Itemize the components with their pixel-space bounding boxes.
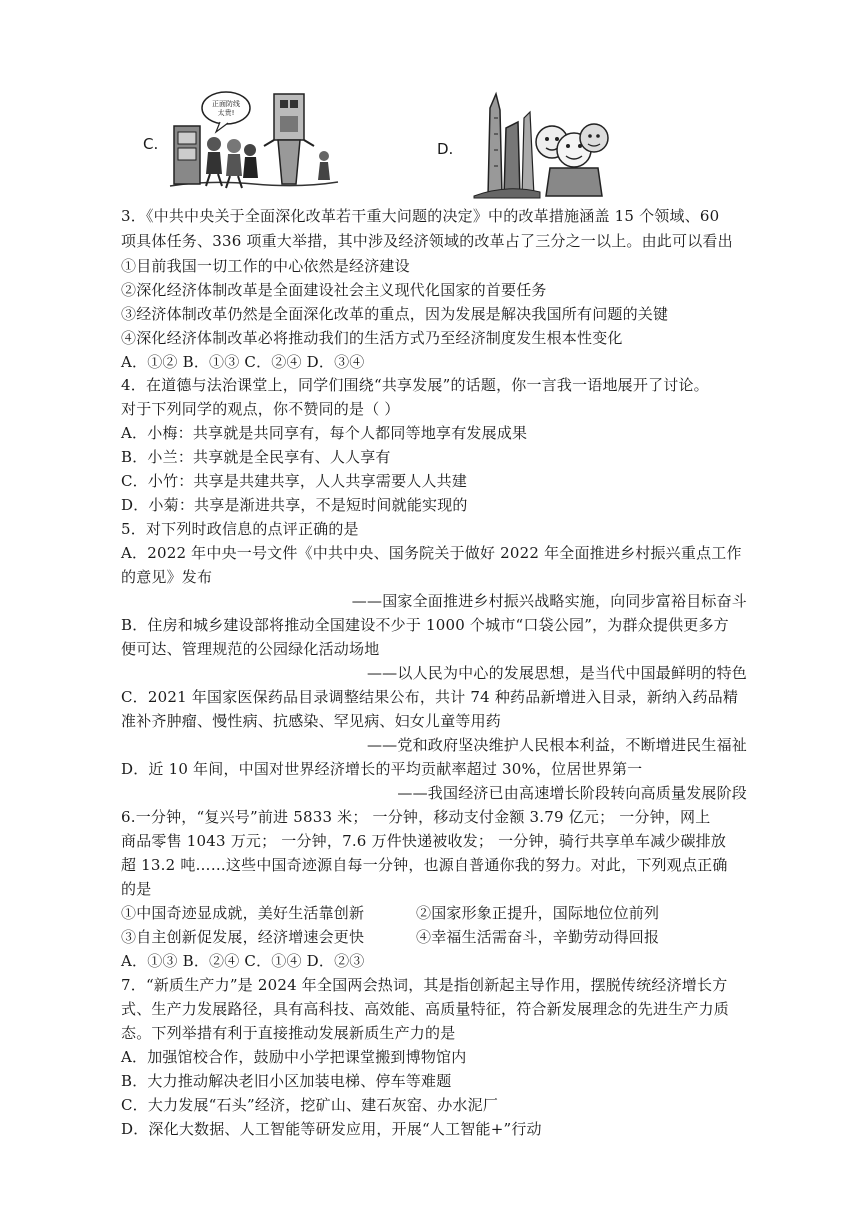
q5-option-c-line1: C．2021 年国家医保药品目录调整结果公布，共计 74 种药品新增进入目录，新纳入药品精 bbox=[121, 688, 739, 706]
q6-stem-line2: 商品零售 1043 万元； 一分钟，7.6 万件快递被收发； 一分钟，骑行共享单车减少碳排放 bbox=[121, 832, 727, 850]
q6-statement-4: ④幸福生活需奋斗，辛勤劳动得回报 bbox=[416, 928, 660, 946]
q5-option-c-comment: ——党和政府坚决维护人民根本利益，不断增进民生福祉 bbox=[366, 736, 747, 754]
cartoon-c-image bbox=[168, 86, 340, 198]
q5-option-a-line2: 的意见》发布 bbox=[121, 568, 213, 586]
bubble-text-line2: 太贵! bbox=[217, 109, 235, 117]
q5-stem: 5．对下列时政信息的点评正确的是 bbox=[121, 520, 359, 538]
q5-option-d-comment: ——我国经济已由高速增长阶段转向高质量发展阶段 bbox=[397, 784, 747, 802]
q3-stem-line1: 3．《中共中央关于全面深化改革若干重大问题的决定》中的改革措施涵盖 15 个领域、60 bbox=[121, 207, 720, 225]
q7-option-b: B．大力推动解决老旧小区加装电梯、停车等难题 bbox=[121, 1072, 452, 1090]
q5-option-b-line2: 便可达、管理规范的公园绿化活动场地 bbox=[121, 640, 380, 658]
q7-option-c: C．大力发展“石头”经济，挖矿山、建石灰窑、办水泥厂 bbox=[121, 1096, 499, 1114]
q7-stem-line1: 7．“新质生产力”是 2024 年全国两会热词，其是指创新起主导作用，摆脱传统经济增长方 bbox=[121, 976, 728, 994]
q6-options: A．①③ B．②④ C．①④ D．②③ bbox=[121, 952, 365, 970]
q5-option-d-line1: D．近 10 年间，中国对世界经济增长的平均贡献率超过 30%，位居世界第一 bbox=[121, 760, 643, 778]
q6-statement-1: ①中国奇迹显成就，美好生活靠创新 bbox=[121, 904, 365, 922]
q7-option-a: A．加强馆校合作，鼓励中小学把课堂搬到博物馆内 bbox=[121, 1048, 467, 1066]
q4-option-d: D．小菊：共享是渐进共享，不是短时间就能实现的 bbox=[121, 496, 468, 514]
q6-stem-line3: 超 13.2 吨……这些中国奇迹源自每一分钟，也源自普通你我的努力。对此，下列观点正确 bbox=[121, 856, 728, 874]
q4-option-c: C．小竹：共享是共建共享，人人共享需要人人共建 bbox=[121, 472, 468, 490]
cartoon-d-image bbox=[466, 88, 616, 200]
q3-statement-3: ③经济体制改革仍然是全面深化改革的重点，因为发展是解决我国所有问题的关键 bbox=[121, 305, 669, 323]
q4-option-b: B．小兰：共享就是全民享有、人人享有 bbox=[121, 448, 391, 466]
q5-option-a-comment: ——国家全面推进乡村振兴战略实施，向同步富裕目标奋斗 bbox=[351, 592, 747, 610]
q5-option-b-line1: B．住房和城乡建设部将推动全国建设不少于 1000 个城市“口袋公园”，为群众提供更多方 bbox=[121, 616, 729, 634]
q3-statement-1: ①目前我国一切工作的中心依然是经济建设 bbox=[121, 257, 410, 275]
q7-option-d: D．深化大数据、人工智能等研发应用，开展“人工智能+”行动 bbox=[121, 1120, 542, 1138]
q4-option-a: A．小梅：共享就是共同享有，每个人都同等地享有发展成果 bbox=[121, 424, 528, 442]
q3-statement-4: ④深化经济体制改革必将推动我们的生活方式乃至经济制度发生根本性变化 bbox=[121, 329, 623, 347]
q5-option-a-line1: A．2022 年中央一号文件《中共中央、国务院关于做好 2022 年全面推进乡村振兴重点工作 bbox=[121, 544, 742, 562]
q7-stem-line3: 态。下列举措有利于直接推动发展新质生产力的是 bbox=[121, 1024, 456, 1042]
q4-stem-line1: 4．在道德与法治课堂上，同学们围绕“共享发展”的话题，你一言我一语地展开了讨论。 bbox=[121, 376, 709, 394]
bubble-text-line1: 正面防线 bbox=[212, 100, 240, 108]
q6-statement-3: ③自主创新促发展，经济增速会更快 bbox=[121, 928, 365, 946]
q6-stem-line4: 的是 bbox=[121, 880, 152, 898]
q6-stem-line1: 6.一分钟，“复兴号”前进 5833 米； 一分钟，移动支付金额 3.79 亿元； 一分钟，网上 bbox=[121, 808, 711, 826]
q3-options: A．①② B．①③ C．②④ D．③④ bbox=[121, 353, 365, 371]
q7-stem-line2: 式、生产力发展路径，具有高科技、高效能、高质量特征，符合新发展理念的先进生产力质 bbox=[121, 1000, 730, 1018]
q3-stem-line2: 项具体任务、336 项重大举措，其中涉及经济领域的改革占了三分之一以上。由此可以看出 bbox=[121, 232, 733, 250]
image-c-label: C. bbox=[143, 135, 159, 153]
q5-option-c-line2: 准补齐肿瘤、慢性病、抗感染、罕见病、妇女儿童等用药 bbox=[121, 712, 502, 730]
image-d-label: D. bbox=[437, 140, 454, 158]
q6-statement-2: ②国家形象正提升，国际地位位前列 bbox=[416, 904, 660, 922]
q4-stem-line2: 对于下列同学的观点，你不赞同的是（ ） bbox=[121, 400, 400, 418]
q5-option-b-comment: ——以人民为中心的发展思想，是当代中国最鲜明的特色 bbox=[366, 664, 747, 682]
q3-statement-2: ②深化经济体制改革是全面建设社会主义现代化国家的首要任务 bbox=[121, 281, 547, 299]
